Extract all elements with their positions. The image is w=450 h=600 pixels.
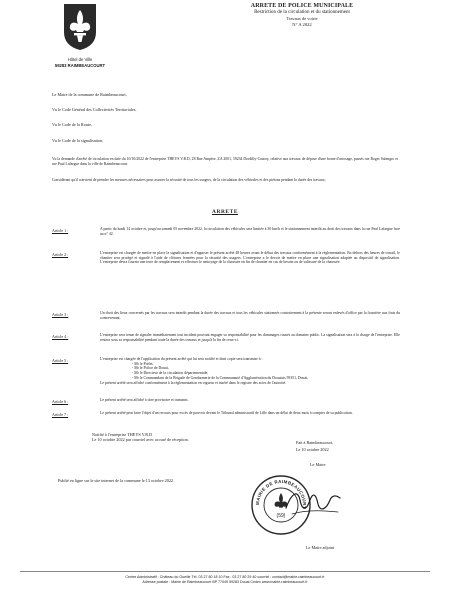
document-line3: Travaux de voirie	[286, 15, 318, 21]
article-label: Article 4 :	[52, 334, 69, 339]
article-5-body	[100, 357, 400, 385]
article-text: L'entreprise est chargée de l'application du présent arrêté qui lui sera notifié et dont copie sera transmise à :	[100, 357, 263, 361]
article-label: Article 5 :	[52, 358, 69, 363]
article-text: L'entreprise sera tenue de signaler immédiatement tout incident pouvant engager sa responsabilité pour les dommages causés au domaine public. La signalisation sera à la charge de l'entreprise. Elle restera sous sa responsabilité pendant toute la durée des travaux et jusqu'à la fin de ceux-ci.	[100, 333, 400, 342]
distribution-item: - Mr le Commandant de la Brigade de Gendarmerie de la Communauté d'Agglomération du Douaisis 59351, Douai,	[132, 375, 309, 380]
article-label: Article 6 :	[52, 399, 69, 404]
article-text: Le présent arrêté peut faire l'objet d'un recours pour excès de pouvoir devant le Tribunal administratif de Lille dans un délai de deux mois à compter de sa publication.	[100, 411, 353, 415]
preamble-paragraph: Vu la demande d'arrêté de circulation en date du 10/10/2022 de l'entreprise THEYS V.R.D, 28 Rue Ampère, ZA 2001, 59234 Dordilly-Cauroy, relative aux travaux de dépose d'une borne d'arrosage, passés rue Roger Salengro et rue Paul Lafargue dans la ville de Raimbeaucourt.	[52, 157, 398, 166]
article-label: Article 2 :	[52, 252, 69, 257]
article-text: Le présent arrêté sera affiché à titre provisoire et transmis.	[100, 398, 189, 402]
handwritten-signature	[282, 486, 344, 520]
distribution-item: - Mr le Directeur de la circulation départementale,	[132, 371, 209, 376]
visa-item: Vu le Code de la signalisation,	[52, 137, 104, 143]
document-title: ARRETE DE POLICE MUNICIPALE	[250, 3, 354, 9]
town-address: 59283 RAIMBEAUCOURT	[54, 63, 106, 68]
article-label: Article 1 :	[52, 228, 69, 233]
footer-line: Centre Administratif : Château du Gueille Tél. 03 27 80 18 10 Fax : 03 27 80 29 40 courriel : contact@mairie-raimbeaucourt.fr	[125, 575, 325, 579]
article-text: A partir du lundi 14 octobre et, jusqu'au samedi 05 novembre 2022, la circulation des véhicules sera limitée à 30 km/h et le stationnement interdit au droit des travaux dans la rue Paul Lafargue face au n° 42.	[100, 227, 400, 236]
stamp-center-text: (59)	[276, 513, 286, 519]
notification-line: Le 10 octobre 2022 par courriel avec accusé de réception.	[92, 437, 189, 443]
footer-line: Adresse postale : Mairie de Raimbeaucourt BP 77049 59283 Douai Cedex www.mairie-raimbeaucourt.fr	[142, 579, 308, 584]
town-logo	[60, 2, 100, 52]
article-label: Article 3 :	[52, 312, 69, 317]
town-label: Hôtel de Ville	[67, 57, 93, 62]
preamble-paragraph: Considérant qu'il convient de prendre les mesures nécessaires pour assurer la sécurité de tous les usagers, de la circulation des véhicules et des piétons pendant la durée des travaux,	[52, 178, 326, 182]
article-text: Un droit des lieux concernés par les travaux sera interdit pendant la durée des travaux et tous les véhicules stationnés contrairement à la présente seront enlevés d'office par la fourrière aux frais du contrevenant.	[100, 311, 400, 320]
visa-item: Le Maire de la commune de Raimbeaucourt,	[52, 92, 127, 97]
notification-block	[92, 432, 272, 442]
signature-place: Fait à Raimbeaucourt,	[296, 440, 334, 445]
signature-role: Le Maire	[310, 462, 326, 467]
visa-item: Vu le Code Général des Collectivités Territoriales,	[52, 107, 137, 113]
stamp-ring-text: MAIRIE DE RAIMBEAUCOURT	[254, 478, 308, 510]
article-text: L'entreprise est chargée de mettre en place la signalisation et d'apposer le présent arrêté 48 heures avant le début des travaux conformément à la réglementation. En dehors des heures de travail, le chantier sera protégé et signalé à l'aide de clôtures fermées pour la sécurité des usagers. L'entreprise a le devoir de mettre en place une signalisation adaptée au dispositif de signalisation. L'entreprise devra fournir une terre de remplacement et effectuer le nettoyage de la chaussée en fin de chantier en cas de besoin ou de salissure de la chaussée.	[100, 251, 400, 265]
signatory-name: Le Maire adjoint	[306, 545, 335, 550]
notification-line: Notifié à l'entreprise THEYS V.R.D	[92, 432, 153, 437]
distribution-item: - Mr le Police de Douai,	[132, 366, 169, 371]
document-header	[196, 3, 408, 28]
publication-note: Publié en ligne sur le site internet de la commune le 13 octobre 2022.	[58, 478, 175, 483]
article-label: Article 7 :	[52, 412, 69, 417]
footer-rule	[20, 571, 430, 572]
distribution-item: - Mr le Préfet,	[132, 361, 154, 366]
visa-list	[52, 92, 352, 143]
distribution-note: Le présent arrêté sera affiché conformément à la réglementation en vigueur et inséré dans le registre des actes de l'autorité.	[100, 380, 287, 385]
signature-date: Le 10 octobre 2022	[296, 447, 329, 452]
decree-number: N° A 2022	[292, 21, 312, 27]
document-subtitle: Restriction de la circulation et du stationnement	[254, 9, 350, 15]
visa-item: Vu le Code de la Route,	[52, 122, 92, 128]
fleur-de-lis-icon	[60, 2, 100, 52]
arrete-heading: ARRETE	[211, 209, 239, 215]
footer	[20, 575, 430, 584]
